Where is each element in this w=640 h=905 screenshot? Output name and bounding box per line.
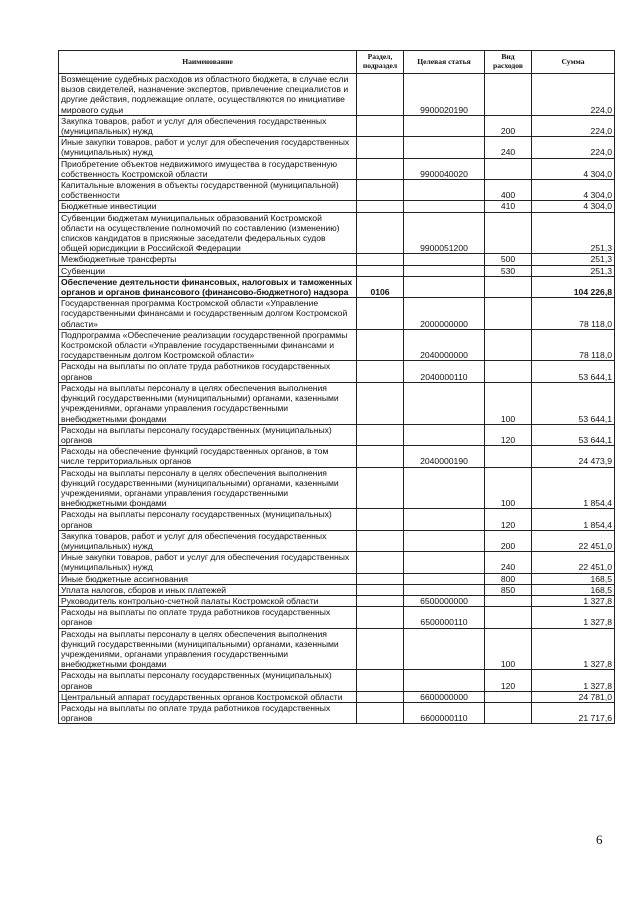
cell-name: Государственная программа Костромской области «Управление государственными финансами и государственным долгом Костромской области» [59, 298, 357, 330]
cell-sum: 4 304,0 [532, 201, 615, 212]
cell-sum: 21 717,6 [532, 702, 615, 723]
cell-sum: 1 327,8 [532, 628, 615, 670]
cell-kind [485, 276, 532, 297]
cell-name: Расходы на выплаты персоналу государственных (муниципальных) органов [59, 424, 357, 445]
cell-kind: 100 [485, 382, 532, 424]
cell-section [357, 361, 404, 382]
cell-sum: 104 226,8 [532, 276, 615, 297]
table-row [59, 298, 615, 330]
table-row [59, 691, 615, 702]
header-sum: Сумма [532, 51, 615, 74]
table-row [59, 467, 615, 509]
cell-kind: 240 [485, 137, 532, 158]
table-row [59, 424, 615, 445]
cell-target [404, 254, 485, 265]
cell-target [404, 467, 485, 509]
cell-target: 2000000000 [404, 298, 485, 330]
cell-sum: 22 451,0 [532, 530, 615, 551]
cell-target [404, 180, 485, 201]
cell-name: Закупка товаров, работ и услуг для обеспечения государственных (муниципальных) нужд [59, 115, 357, 136]
table-row [59, 607, 615, 628]
table-row [59, 158, 615, 179]
cell-target [404, 276, 485, 297]
cell-sum: 251,3 [532, 212, 615, 254]
cell-kind: 120 [485, 670, 532, 691]
table-row [59, 201, 615, 212]
cell-sum: 251,3 [532, 254, 615, 265]
table-row [59, 74, 615, 116]
cell-section [357, 329, 404, 361]
table-row [59, 530, 615, 551]
cell-kind: 400 [485, 180, 532, 201]
cell-sum: 224,0 [532, 137, 615, 158]
cell-target [404, 509, 485, 530]
cell-section [357, 607, 404, 628]
cell-kind [485, 212, 532, 254]
cell-name: Расходы на выплаты персоналу в целях обеспечения выполнения функций государственными (муниципальными) органами, казенными учреждениями, органами управления государственными внебюджетными фондами [59, 628, 357, 670]
cell-section [357, 691, 404, 702]
cell-kind: 100 [485, 628, 532, 670]
cell-name: Расходы на выплаты персоналу в целях обеспечения выполнения функций государственными (муниципальными) органами, казенными учреждениями, органами управления государственными внебюджетными фондами [59, 467, 357, 509]
cell-section [357, 424, 404, 445]
table-row [59, 329, 615, 361]
cell-section [357, 530, 404, 551]
cell-name: Межбюджетные трансферты [59, 254, 357, 265]
cell-section [357, 115, 404, 136]
cell-section [357, 573, 404, 584]
cell-name: Субвенции [59, 265, 357, 276]
cell-name: Иные закупки товаров, работ и услуг для обеспечения государственных (муниципальных) нужд [59, 552, 357, 573]
cell-section [357, 212, 404, 254]
cell-sum: 78 118,0 [532, 329, 615, 361]
cell-target [404, 628, 485, 670]
cell-sum: 4 304,0 [532, 180, 615, 201]
cell-section [357, 158, 404, 179]
cell-target [404, 137, 485, 158]
cell-target [404, 670, 485, 691]
page-number: 6 [596, 832, 603, 847]
cell-sum: 4 304,0 [532, 158, 615, 179]
cell-section [357, 446, 404, 467]
cell-name: Субвенции бюджетам муниципальных образований Костромской области на осуществление полномочий по составлению (изменению) списков кандидатов в присяжные заседатели федеральных судов общей юрисдикции в Российской Федерации [59, 212, 357, 254]
table-body [59, 74, 615, 724]
cell-sum: 24 781,0 [532, 691, 615, 702]
cell-target: 9900020190 [404, 74, 485, 116]
cell-kind [485, 691, 532, 702]
cell-section [357, 298, 404, 330]
table-row [59, 137, 615, 158]
cell-section [357, 265, 404, 276]
cell-target: 2040000190 [404, 446, 485, 467]
cell-kind: 240 [485, 552, 532, 573]
cell-sum: 1 327,8 [532, 595, 615, 606]
cell-target: 6500000000 [404, 595, 485, 606]
header-kind: Вид расходов [485, 51, 532, 74]
cell-kind [485, 158, 532, 179]
cell-name: Закупка товаров, работ и услуг для обеспечения государственных (муниципальных) нужд [59, 530, 357, 551]
cell-name: Обеспечение деятельности финансовых, налоговых и таможенных органов и органов финансового (финансово-бюджетного) надзора [59, 276, 357, 297]
cell-kind: 200 [485, 115, 532, 136]
table-row [59, 276, 615, 297]
header-target: Целевая статья [404, 51, 485, 74]
cell-section: 0106 [357, 276, 404, 297]
cell-kind: 500 [485, 254, 532, 265]
cell-sum: 1 327,8 [532, 670, 615, 691]
cell-name: Расходы на выплаты персоналу государственных (муниципальных) органов [59, 670, 357, 691]
table-row [59, 509, 615, 530]
cell-section [357, 509, 404, 530]
cell-sum: 1 854,4 [532, 509, 615, 530]
cell-name: Капитальные вложения в объекты государственной (муниципальной) собственности [59, 180, 357, 201]
table-row [59, 446, 615, 467]
cell-sum: 22 451,0 [532, 552, 615, 573]
table-row [59, 115, 615, 136]
cell-target: 2040000000 [404, 329, 485, 361]
cell-sum: 24 473,9 [532, 446, 615, 467]
cell-section [357, 552, 404, 573]
table-row [59, 361, 615, 382]
cell-section [357, 702, 404, 723]
cell-target [404, 530, 485, 551]
cell-section [357, 382, 404, 424]
table-row [59, 584, 615, 595]
cell-name: Приобретение объектов недвижимого имущества в государственную собственность Костромской области [59, 158, 357, 179]
cell-target: 6600000110 [404, 702, 485, 723]
cell-name: Бюджетные инвестиции [59, 201, 357, 212]
cell-section [357, 595, 404, 606]
cell-sum: 251,3 [532, 265, 615, 276]
cell-target: 6500000110 [404, 607, 485, 628]
cell-target: 9900051200 [404, 212, 485, 254]
cell-kind: 410 [485, 201, 532, 212]
cell-section [357, 584, 404, 595]
cell-name: Расходы на выплаты персоналу в целях обеспечения выполнения функций государственными (муниципальными) органами, казенными учреждениями, органами управления государственными внебюджетными фондами [59, 382, 357, 424]
cell-section [357, 201, 404, 212]
cell-name: Руководитель контрольно-счетной палаты Костромской области [59, 595, 357, 606]
table-header-row [59, 51, 615, 74]
cell-target [404, 573, 485, 584]
cell-kind [485, 74, 532, 116]
cell-target [404, 552, 485, 573]
cell-kind [485, 446, 532, 467]
cell-kind [485, 607, 532, 628]
cell-name: Расходы на выплаты персоналу государственных (муниципальных) органов [59, 509, 357, 530]
cell-section [357, 180, 404, 201]
cell-sum: 168,5 [532, 584, 615, 595]
cell-target [404, 382, 485, 424]
cell-name: Иные закупки товаров, работ и услуг для обеспечения государственных (муниципальных) нужд [59, 137, 357, 158]
table-row [59, 595, 615, 606]
table-row [59, 265, 615, 276]
cell-sum: 53 644,1 [532, 424, 615, 445]
budget-table [58, 50, 615, 724]
cell-kind: 850 [485, 584, 532, 595]
cell-name: Расходы на выплаты по оплате труда работников государственных органов [59, 702, 357, 723]
cell-kind: 800 [485, 573, 532, 584]
cell-sum: 224,0 [532, 74, 615, 116]
cell-section [357, 137, 404, 158]
cell-name: Возмещение судебных расходов из областного бюджета, в случае если вызов свидетелей, назначение экспертов, привлечение специалистов и другие действия, подлежащие оплате, осуществляются по инициативе мирового судьи [59, 74, 357, 116]
table-row [59, 212, 615, 254]
cell-sum: 1 854,4 [532, 467, 615, 509]
table-row [59, 628, 615, 670]
cell-name: Подпрограмма «Обеспечение реализации государственной программы Костромской области «Управление государственными финансами и государственным долгом Костромской области» [59, 329, 357, 361]
cell-kind: 530 [485, 265, 532, 276]
cell-kind [485, 702, 532, 723]
cell-sum: 53 644,1 [532, 361, 615, 382]
header-name: Наименование [59, 51, 357, 74]
cell-kind: 120 [485, 509, 532, 530]
cell-target: 2040000110 [404, 361, 485, 382]
cell-name: Иные бюджетные ассигнования [59, 573, 357, 584]
cell-section [357, 670, 404, 691]
table-row [59, 180, 615, 201]
cell-name: Расходы на выплаты по оплате труда работников государственных органов [59, 607, 357, 628]
table-row [59, 382, 615, 424]
cell-name: Центральный аппарат государственных органов Костромской области [59, 691, 357, 702]
cell-target: 6600000000 [404, 691, 485, 702]
cell-kind [485, 298, 532, 330]
cell-sum: 78 118,0 [532, 298, 615, 330]
table-row [59, 670, 615, 691]
cell-target: 9900040020 [404, 158, 485, 179]
cell-sum: 1 327,8 [532, 607, 615, 628]
table-row [59, 573, 615, 584]
cell-kind [485, 595, 532, 606]
cell-sum: 168,5 [532, 573, 615, 584]
table-row [59, 552, 615, 573]
cell-target [404, 584, 485, 595]
cell-sum: 224,0 [532, 115, 615, 136]
cell-section [357, 74, 404, 116]
cell-kind: 100 [485, 467, 532, 509]
cell-target [404, 115, 485, 136]
cell-kind [485, 361, 532, 382]
table-row [59, 702, 615, 723]
cell-name: Расходы на выплаты по оплате труда работников государственных органов [59, 361, 357, 382]
header-section: Раздел, подраздел [357, 51, 404, 74]
table-row [59, 254, 615, 265]
cell-target [404, 265, 485, 276]
cell-name: Уплата налогов, сборов и иных платежей [59, 584, 357, 595]
cell-section [357, 467, 404, 509]
cell-kind [485, 329, 532, 361]
cell-kind: 200 [485, 530, 532, 551]
cell-section [357, 254, 404, 265]
cell-sum: 53 644,1 [532, 382, 615, 424]
cell-name: Расходы на обеспечение функций государственных органов, в том числе территориальных органов [59, 446, 357, 467]
cell-target [404, 201, 485, 212]
cell-section [357, 628, 404, 670]
cell-target [404, 424, 485, 445]
cell-kind: 120 [485, 424, 532, 445]
